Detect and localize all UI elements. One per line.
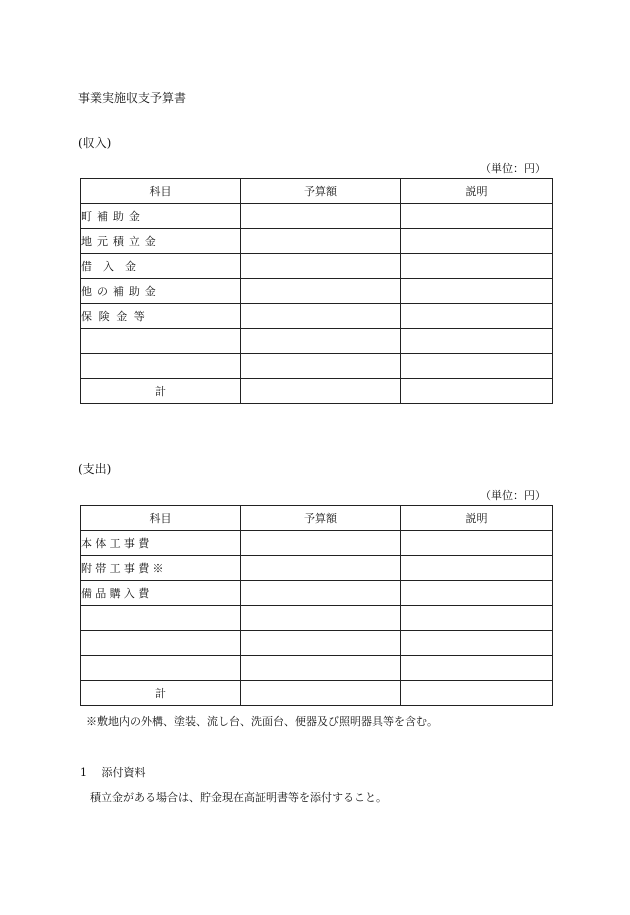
income-budget-cell[interactable] [241,354,401,379]
attachment-heading: 1 添付資料 [80,766,146,779]
expense-total-budget-cell[interactable] [241,681,401,706]
income-budget-cell[interactable] [241,229,401,254]
expense-row [81,556,553,581]
expense-footnote: ※敷地内の外構、塗装、流し台、洗面台、便器及び照明器具等を含む。 [86,715,438,728]
income-heading: (収入) [78,136,112,150]
expense-description-cell[interactable] [401,581,553,606]
income-row [81,354,553,379]
expense-col-budget: 予算額 [241,506,401,531]
income-row [81,229,553,254]
expense-budget-cell[interactable] [241,556,401,581]
income-col-subject: 科目 [81,179,241,204]
expense-heading: (支出) [78,462,112,476]
expense-item-label[interactable] [81,606,241,631]
income-total-row [81,379,553,404]
income-item-label[interactable] [81,329,241,354]
income-description-cell[interactable] [401,304,553,329]
income-description-cell[interactable] [401,229,553,254]
expense-row [81,656,553,681]
income-description-cell[interactable] [401,329,553,354]
income-col-description: 説明 [401,179,553,204]
income-budget-cell[interactable] [241,254,401,279]
income-item-label: 借 入 金 [81,254,241,279]
income-item-label: 保険金等 [81,304,241,329]
expense-header-row [81,506,553,531]
expense-col-subject: 科目 [81,506,241,531]
income-row [81,254,553,279]
income-description-cell[interactable] [401,354,553,379]
expense-col-description: 説明 [401,506,553,531]
income-unit-label: （単位：円） [480,162,546,175]
expense-budget-cell[interactable] [241,631,401,656]
income-item-label[interactable] [81,354,241,379]
expense-total-row [81,681,553,706]
expense-total-label: 計 [81,681,241,706]
income-item-label: 地元積立金 [81,229,241,254]
income-item-label: 他の補助金 [81,279,241,304]
income-budget-cell[interactable] [241,329,401,354]
income-row [81,329,553,354]
income-total-label: 計 [81,379,241,404]
expense-item-label[interactable] [81,631,241,656]
expense-description-cell[interactable] [401,656,553,681]
expense-unit-label: （単位：円） [480,489,546,502]
document-title: 事業実施収支予算書 [78,91,187,105]
income-table [80,178,553,404]
income-header-row [81,179,553,204]
income-col-budget: 予算額 [241,179,401,204]
expense-table [80,505,553,706]
income-description-cell[interactable] [401,254,553,279]
expense-item-label: 備品購入費 [81,581,241,606]
income-budget-cell[interactable] [241,279,401,304]
income-row [81,304,553,329]
expense-row [81,581,553,606]
expense-budget-cell[interactable] [241,531,401,556]
expense-budget-cell[interactable] [241,581,401,606]
income-description-cell[interactable] [401,279,553,304]
income-row [81,279,553,304]
expense-description-cell[interactable] [401,556,553,581]
expense-total-description-cell[interactable] [401,681,553,706]
income-row [81,204,553,229]
expense-description-cell[interactable] [401,631,553,656]
income-description-cell[interactable] [401,204,553,229]
expense-item-label: 本体工事費 [81,531,241,556]
income-budget-cell[interactable] [241,204,401,229]
income-total-description-cell[interactable] [401,379,553,404]
expense-budget-cell[interactable] [241,606,401,631]
attachment-body: 積立金がある場合は、貯金現在高証明書等を添付すること。 [90,791,387,804]
expense-row [81,606,553,631]
expense-row [81,531,553,556]
income-item-label: 町補助金 [81,204,241,229]
income-budget-cell[interactable] [241,304,401,329]
expense-row [81,631,553,656]
income-total-budget-cell[interactable] [241,379,401,404]
expense-item-label[interactable] [81,656,241,681]
expense-description-cell[interactable] [401,606,553,631]
expense-item-label: 附帯工事費※ [81,556,241,581]
expense-description-cell[interactable] [401,531,553,556]
expense-budget-cell[interactable] [241,656,401,681]
